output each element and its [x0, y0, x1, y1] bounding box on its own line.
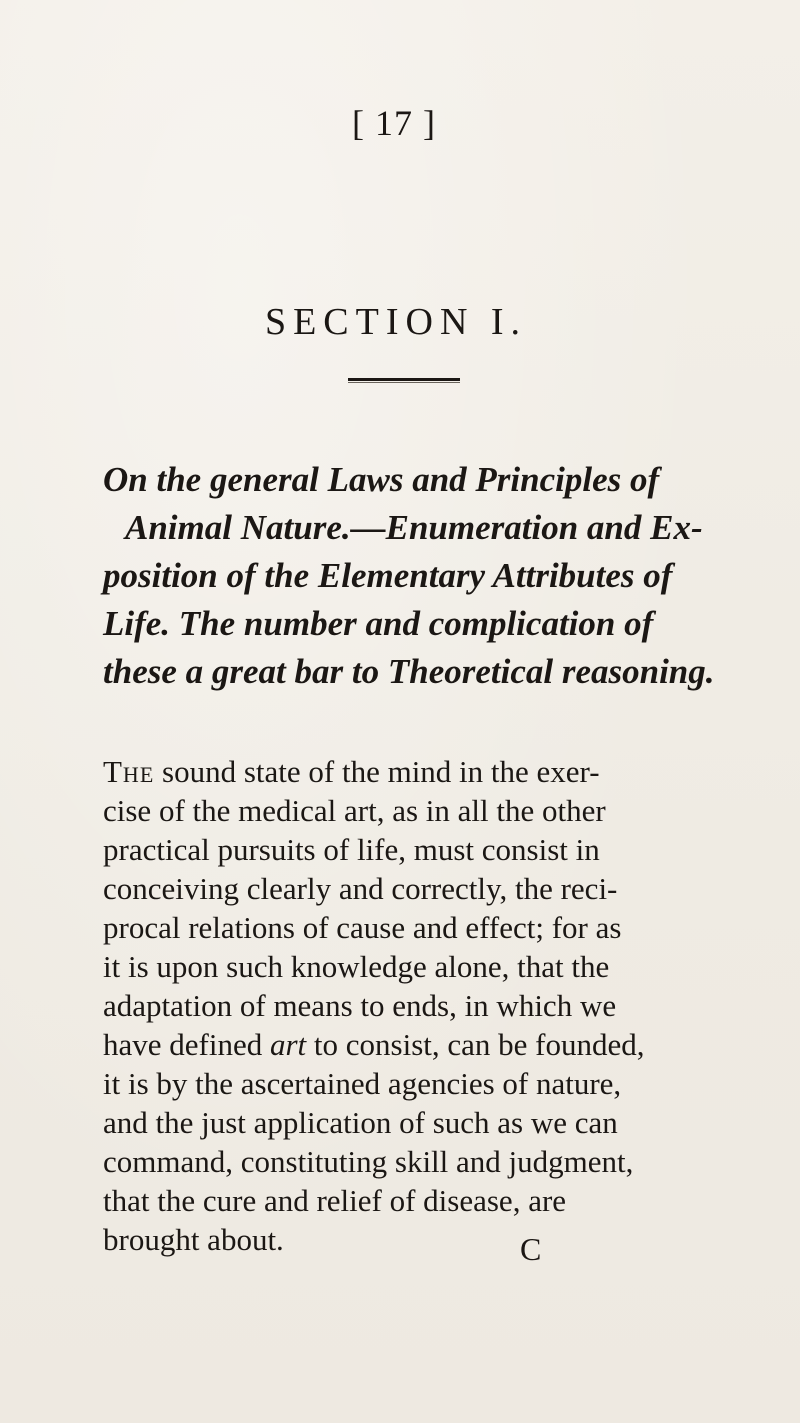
body-line: it is by the ascertained agencies of nature, [103, 1066, 622, 1101]
section-rule [348, 378, 460, 381]
page-number: [ 17 ] [352, 103, 436, 143]
heading-line: Animal Nature.—Enumeration and Ex- [125, 508, 703, 547]
body-line: cise of the medical art, as in all the other [103, 793, 606, 828]
body-line: that the cure and relief of disease, are [103, 1183, 567, 1218]
heading-line: these a great bar to Theoretical reasoning. [103, 652, 715, 691]
body-line: command, constituting skill and judgment, [103, 1144, 634, 1179]
body-line: it is upon such knowledge alone, that the [103, 949, 610, 984]
section-heading [103, 456, 715, 696]
body-line-text: sound state of the mind in the exer- [154, 754, 600, 789]
body-line: practical pursuits of life, must consist in [103, 832, 600, 867]
body-line-text: have defined [103, 1027, 270, 1062]
signature-mark: C [520, 1231, 542, 1267]
body-line: adaptation of means to ends, in which we [103, 988, 617, 1023]
heading-line: Life. The number and complication of [103, 604, 654, 643]
section-title: SECTION I. [264, 301, 528, 343]
italic-word: art [269, 1027, 307, 1062]
heading-line: On the general Laws and Principles of [103, 460, 660, 499]
body-line [103, 752, 687, 791]
body-line: procal relations of cause and effect; for as [103, 910, 622, 945]
body-line: and the just application of such as we can [103, 1105, 618, 1140]
body-line: brought about. [103, 1222, 284, 1257]
heading-line: position of the Elementary Attributes of [103, 556, 673, 595]
body-paragraph [103, 752, 687, 1259]
body-line: conceiving clearly and correctly, the reci- [103, 871, 618, 906]
body-line-text: to consist, can be founded, [306, 1027, 645, 1062]
first-word-smallcaps: The [103, 754, 155, 789]
body-line [103, 1025, 687, 1064]
